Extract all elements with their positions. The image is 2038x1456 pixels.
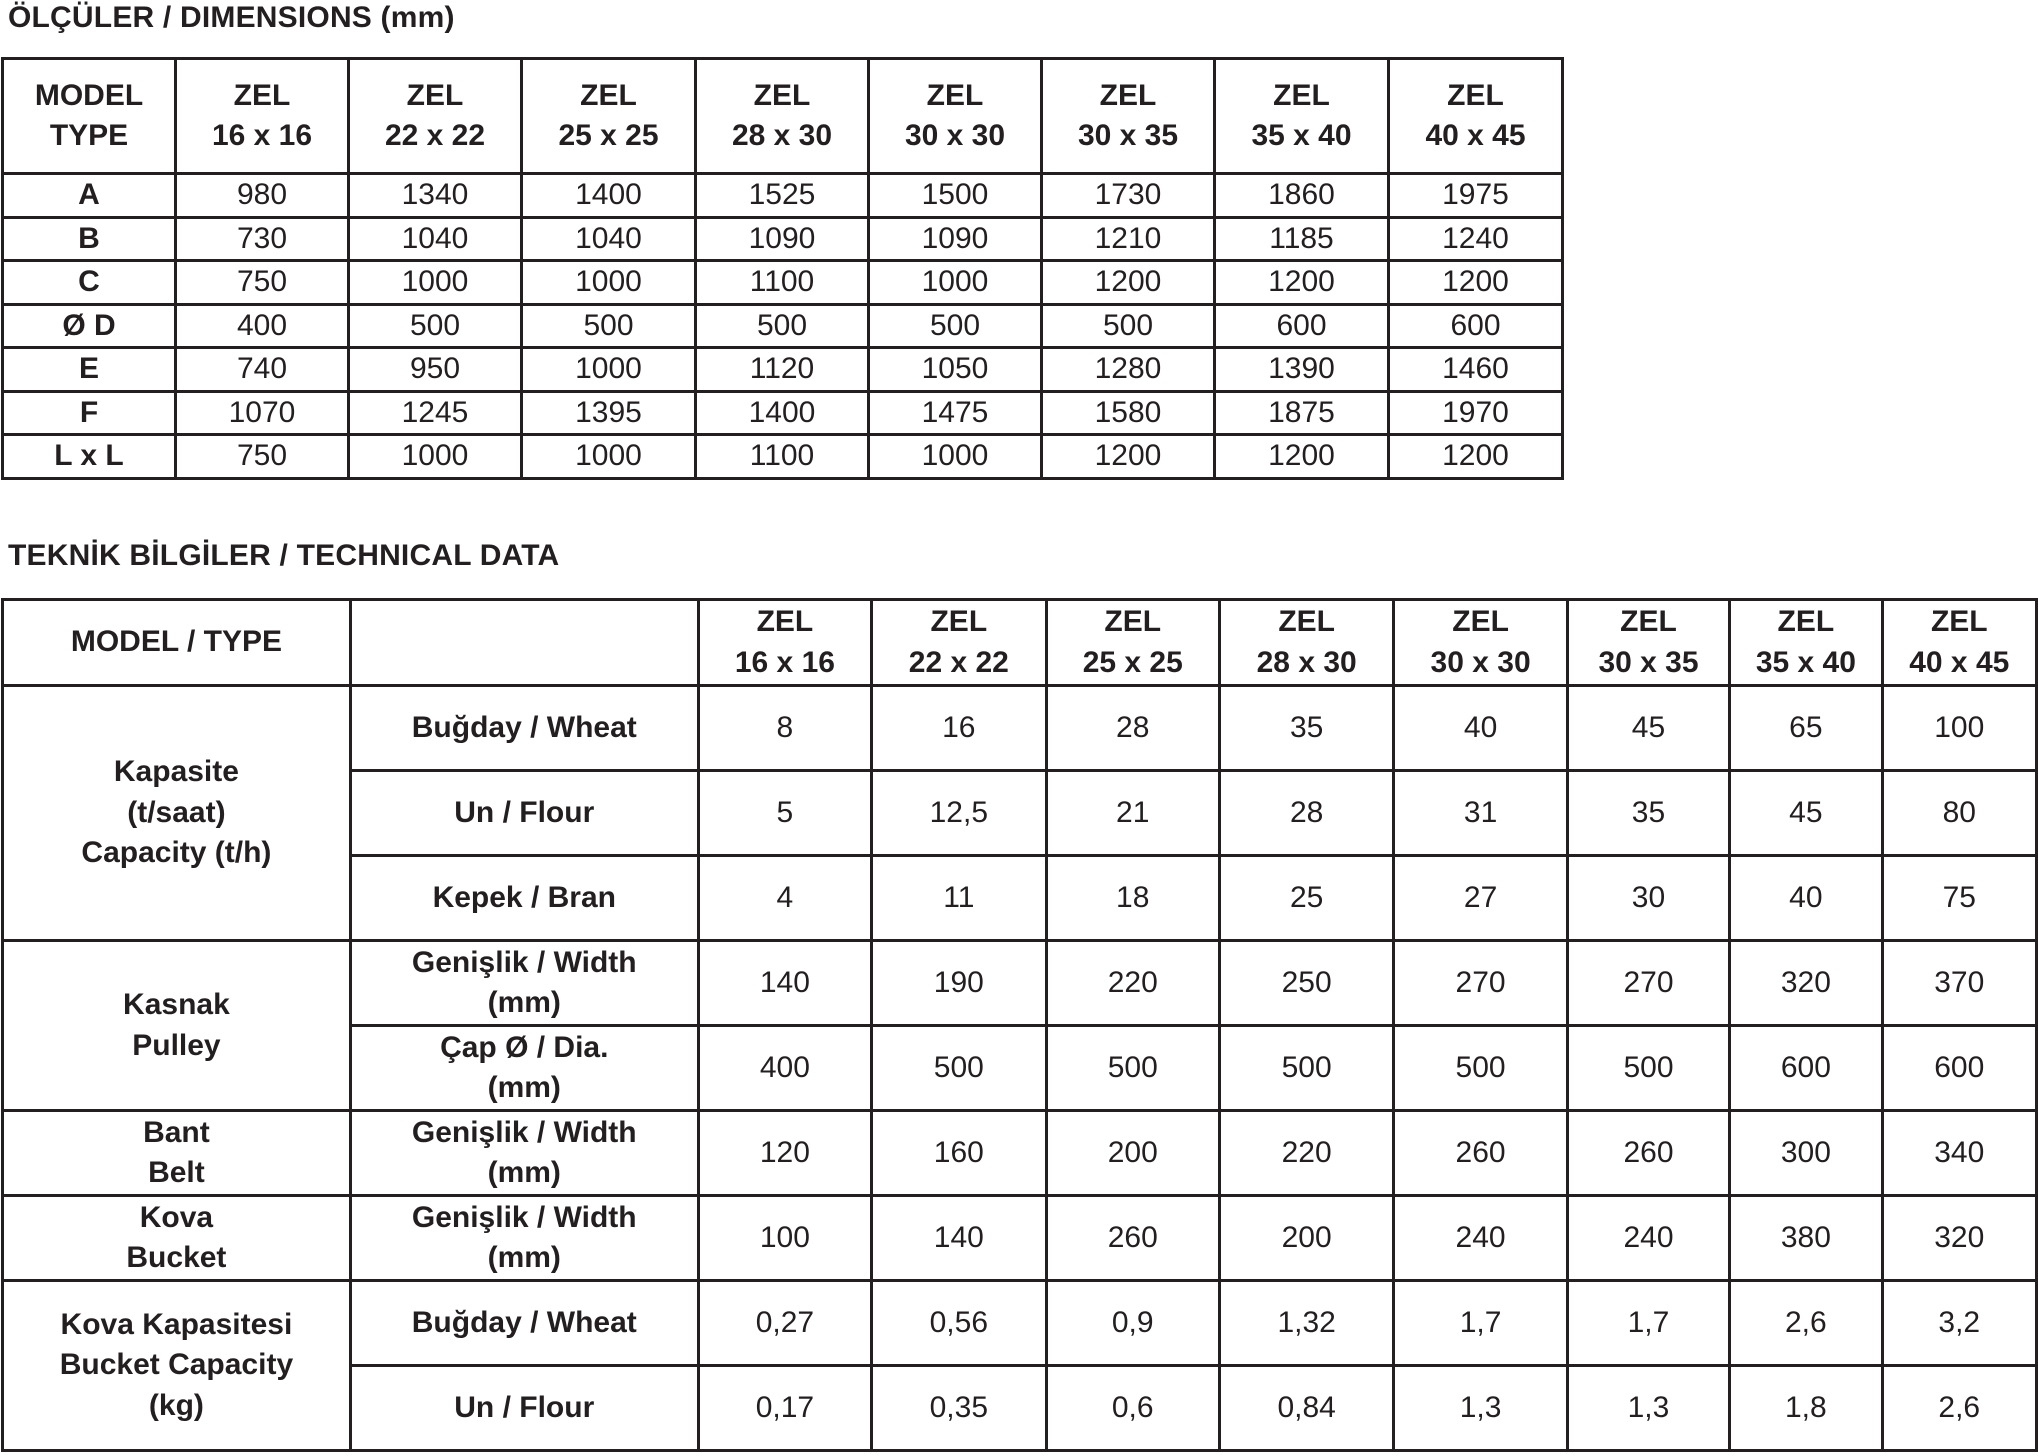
table-row [3,261,1563,305]
model-name-line: ZEL [1777,605,1835,638]
dimension-label: A [3,174,176,218]
dimension-value: 740 [176,348,349,392]
technical-value: 600 [1882,1026,2036,1111]
technical-value: 200 [1219,1196,1393,1281]
technical-value: 140 [872,1196,1046,1281]
group-label-line: Bucket [126,1241,227,1274]
model-header [1219,600,1393,686]
table-row [3,391,1563,435]
dimension-value: 500 [349,304,522,348]
sub-label [350,1026,698,1111]
dimension-value: 750 [176,261,349,305]
technical-value: 500 [1046,1026,1219,1111]
model-header [1389,59,1563,174]
technical-value: 1,7 [1394,1281,1567,1366]
technical-value: 65 [1730,686,1882,771]
dimension-value: 1395 [522,391,696,435]
technical-value: 120 [698,1111,871,1196]
dimension-value: 1500 [869,174,1042,218]
dimension-value: 1000 [869,261,1042,305]
model-name-line: ZEL [580,78,637,112]
technical-value: 140 [698,941,871,1026]
technical-value: 500 [1219,1026,1393,1111]
technical-value: 270 [1567,941,1729,1026]
model-name-line: ZEL [1930,605,1988,638]
dimensions-header-row [3,59,1563,174]
dimension-value: 1090 [869,217,1042,261]
model-type-header: MODEL / TYPE [3,600,351,686]
technical-value: 8 [698,686,871,771]
dimension-value: 600 [1215,304,1389,348]
dimension-value: 730 [176,217,349,261]
header-label-line: TYPE [49,119,129,152]
dimension-value: 1100 [696,261,869,305]
dimension-value: 1100 [696,435,869,479]
dimension-value: 1090 [696,217,869,261]
model-size-line: 25 x 25 [1082,645,1183,679]
model-size-line: 30 x 35 [1598,645,1699,679]
model-name-line: ZEL [233,78,291,112]
sub-label-line: Buğday / Wheat [411,1305,637,1339]
technical-value: 18 [1046,856,1219,941]
dimension-value: 1390 [1215,348,1389,392]
dimension-value: 980 [176,174,349,218]
technical-value: 80 [1882,771,2036,856]
dimension-value: 1280 [1042,348,1215,392]
technical-value: 320 [1882,1196,2036,1281]
header-label-line: MODEL [34,78,144,112]
dimension-value: 500 [522,304,696,348]
technical-value: 340 [1882,1111,2036,1196]
technical-value: 0,9 [1046,1281,1219,1366]
group-label-line: Bant [143,1115,210,1149]
technical-value: 4 [698,856,871,941]
dimension-value: 1200 [1042,435,1215,479]
model-header [1730,600,1882,686]
table-row [3,1111,2037,1196]
model-size-line: 16 x 16 [211,119,313,152]
model-header [1567,600,1729,686]
technical-value: 2,6 [1882,1366,2036,1451]
sub-label-line: Genişlik / Width [411,945,637,979]
technical-value: 0,17 [698,1366,871,1451]
technical-value: 200 [1046,1111,1219,1196]
model-name-line: ZEL [1273,78,1330,112]
technical-value: 100 [698,1196,871,1281]
dimension-value: 500 [1042,304,1215,348]
model-name-line: ZEL [1452,605,1509,638]
group-label-line: Kapasite [113,755,239,789]
technical-value: 0,56 [872,1281,1046,1366]
technical-value: 5 [698,771,871,856]
dimension-value: 400 [176,304,349,348]
dimension-value: 1580 [1042,391,1215,435]
model-header [349,59,522,174]
table-row [3,174,1563,218]
technical-value: 500 [1394,1026,1567,1111]
table-row [3,217,1563,261]
sub-label [350,941,698,1026]
dimension-value: 1120 [696,348,869,392]
sub-label [350,1196,698,1281]
dimension-label: F [3,391,176,435]
dimension-value: 1050 [869,348,1042,392]
model-header [176,59,349,174]
technical-value: 1,8 [1730,1366,1882,1451]
dimension-value: 1000 [349,261,522,305]
model-header [698,600,871,686]
dimension-value: 1875 [1215,391,1389,435]
technical-value: 30 [1567,856,1729,941]
sub-label-line: Genişlik / Width [411,1200,637,1234]
technical-value: 220 [1219,1111,1393,1196]
sub-label-line: Un / Flour [454,795,595,829]
technical-value: 0,27 [698,1281,871,1366]
technical-value: 370 [1882,941,2036,1026]
technical-value: 31 [1394,771,1567,856]
sub-label-line: Buğday / Wheat [411,710,637,744]
sub-label-line: Kepek / Bran [432,880,616,914]
table-row [3,348,1563,392]
technical-value: 270 [1394,941,1567,1026]
technical-value: 260 [1394,1111,1567,1196]
model-size-line: 35 x 40 [1755,645,1856,679]
technical-value: 28 [1046,686,1219,771]
model-name-line: ZEL [406,78,464,112]
technical-value: 16 [872,686,1046,771]
dimension-value: 1340 [349,174,522,218]
group-label-line: Bucket Capacity [59,1348,294,1382]
model-header [1046,600,1219,686]
model-name-line: ZEL [753,78,811,112]
dimension-value: 1200 [1389,435,1563,479]
technical-value: 240 [1567,1196,1729,1281]
group-label-line: Pulley [132,1028,221,1062]
technical-title: TEKNİK BİLGİLER / TECHNICAL DATA [8,539,560,572]
table-row [3,435,1563,479]
dimension-value: 1000 [869,435,1042,479]
empty-header-cell [350,600,698,686]
sub-label [350,1111,698,1196]
technical-value: 260 [1567,1111,1729,1196]
sub-label-line: Un / Flour [454,1390,595,1424]
dimension-value: 1000 [522,435,696,479]
dimension-value: 1730 [1042,174,1215,218]
model-size-line: 35 x 40 [1251,119,1352,152]
dimension-value: 1475 [869,391,1042,435]
table-row [3,686,2037,771]
technical-value: 1,7 [1567,1281,1729,1366]
model-header [1882,600,2036,686]
technical-value: 12,5 [872,771,1046,856]
group-label-line: (kg) [148,1388,204,1422]
model-header [1215,59,1389,174]
technical-value: 45 [1567,686,1729,771]
technical-value: 250 [1219,941,1393,1026]
group-label-line: Kasnak [123,988,230,1021]
sub-label [350,686,698,771]
dimension-value: 1200 [1389,261,1563,305]
dimension-label: Ø D [3,304,176,348]
model-name-line: ZEL [1620,605,1677,638]
group-label [3,941,351,1111]
technical-value: 35 [1567,771,1729,856]
technical-value: 220 [1046,941,1219,1026]
dimension-value: 950 [349,348,522,392]
sub-label-line: (mm) [487,1071,561,1104]
group-label [3,686,351,941]
group-label-line: Belt [148,1156,205,1189]
sub-label-line: Çap Ø / Dia. [440,1030,609,1064]
dimension-value: 1000 [522,348,696,392]
sub-label [350,856,698,941]
technical-value: 21 [1046,771,1219,856]
dimension-value: 1210 [1042,217,1215,261]
group-label [3,1281,351,1451]
dimension-value: 1460 [1389,348,1563,392]
technical-value: 380 [1730,1196,1882,1281]
technical-value: 500 [872,1026,1046,1111]
technical-value: 35 [1219,686,1393,771]
technical-data-table [1,598,2038,1452]
dimension-value: 500 [869,304,1042,348]
model-size-line: 22 x 22 [384,119,486,152]
dimension-value: 1040 [349,217,522,261]
sub-label-line: (mm) [487,1241,561,1274]
model-name-line: ZEL [926,78,984,112]
dimension-label: L x L [3,435,176,479]
sub-label [350,1366,698,1451]
group-label-line: Kova [139,1200,214,1234]
sub-label-line: Genişlik / Width [411,1115,637,1149]
technical-value: 45 [1730,771,1882,856]
technical-value: 25 [1219,856,1393,941]
sub-label [350,771,698,856]
technical-value: 40 [1730,856,1882,941]
group-label-line: Kova Kapasitesi [60,1307,293,1341]
dimension-label: E [3,348,176,392]
dimension-label: B [3,217,176,261]
model-header [1394,600,1567,686]
dimension-value: 1200 [1215,261,1389,305]
dimension-value: 1000 [349,435,522,479]
technical-value: 260 [1046,1196,1219,1281]
model-size-line: 22 x 22 [908,645,1009,679]
dimension-value: 1200 [1215,435,1389,479]
model-size-line: 16 x 16 [734,645,835,679]
model-size-line: 28 x 30 [1256,645,1357,679]
technical-value: 160 [872,1111,1046,1196]
model-header [696,59,869,174]
dimension-label: C [3,261,176,305]
technical-value: 1,32 [1219,1281,1393,1366]
model-header [522,59,696,174]
dimension-value: 500 [696,304,869,348]
model-size-line: 30 x 35 [1077,119,1179,152]
dimension-value: 1970 [1389,391,1563,435]
dimension-value: 1860 [1215,174,1389,218]
technical-value: 28 [1219,771,1393,856]
group-label-line: Capacity (t/h) [81,836,272,870]
model-name-line: ZEL [1099,78,1157,112]
table-row [3,1281,2037,1366]
technical-value: 320 [1730,941,1882,1026]
table-row [3,941,2037,1026]
dimension-value: 1040 [522,217,696,261]
technical-value: 0,84 [1219,1366,1393,1451]
sub-label [350,1281,698,1366]
sub-label-line: (mm) [487,986,561,1019]
table-row [3,1196,2037,1281]
technical-value: 190 [872,941,1046,1026]
dimension-value: 1400 [696,391,869,435]
model-type-header [3,59,176,174]
technical-value: 3,2 [1882,1281,2036,1366]
group-label [3,1196,351,1281]
model-header [1042,59,1215,174]
sub-label-line: (mm) [487,1156,561,1189]
dimension-value: 1200 [1042,261,1215,305]
dimension-value: 1525 [696,174,869,218]
technical-value: 100 [1882,686,2036,771]
technical-value: 300 [1730,1111,1882,1196]
technical-value: 400 [698,1026,871,1111]
technical-value: 11 [872,856,1046,941]
model-size-line: 40 x 45 [1425,119,1526,152]
table-row [3,304,1563,348]
model-name-line: ZEL [1447,78,1504,112]
technical-value: 40 [1394,686,1567,771]
technical-value: 500 [1567,1026,1729,1111]
technical-value: 240 [1394,1196,1567,1281]
dimension-value: 1070 [176,391,349,435]
dimension-value: 1185 [1215,217,1389,261]
technical-value: 27 [1394,856,1567,941]
dimension-value: 600 [1389,304,1563,348]
technical-value: 1,3 [1394,1366,1567,1451]
dimension-value: 750 [176,435,349,479]
model-name-line: ZEL [1278,605,1335,638]
technical-value: 2,6 [1730,1281,1882,1366]
group-label [3,1111,351,1196]
model-name-line: ZEL [1104,605,1162,638]
model-header [869,59,1042,174]
dimensions-table [1,57,1564,480]
group-label-line: (t/saat) [127,795,226,829]
model-header [872,600,1046,686]
model-name-line: ZEL [930,605,988,638]
dimension-value: 1400 [522,174,696,218]
dimensions-title: ÖLÇÜLER / DIMENSIONS (mm) [8,1,455,34]
technical-value: 600 [1730,1026,1882,1111]
model-name-line: ZEL [756,605,814,638]
dimension-value: 1975 [1389,174,1563,218]
technical-value: 75 [1882,856,2036,941]
technical-header-row [3,600,2037,686]
dimension-value: 1245 [349,391,522,435]
model-size-line: 30 x 30 [904,119,1006,152]
technical-value: 0,35 [872,1366,1046,1451]
model-size-line: 28 x 30 [731,119,833,152]
dimension-value: 1240 [1389,217,1563,261]
technical-value: 0,6 [1046,1366,1219,1451]
technical-value: 1,3 [1567,1366,1729,1451]
dimension-value: 1000 [522,261,696,305]
model-size-line: 40 x 45 [1909,645,2010,679]
model-size-line: 30 x 30 [1430,645,1531,679]
model-size-line: 25 x 25 [558,119,659,152]
